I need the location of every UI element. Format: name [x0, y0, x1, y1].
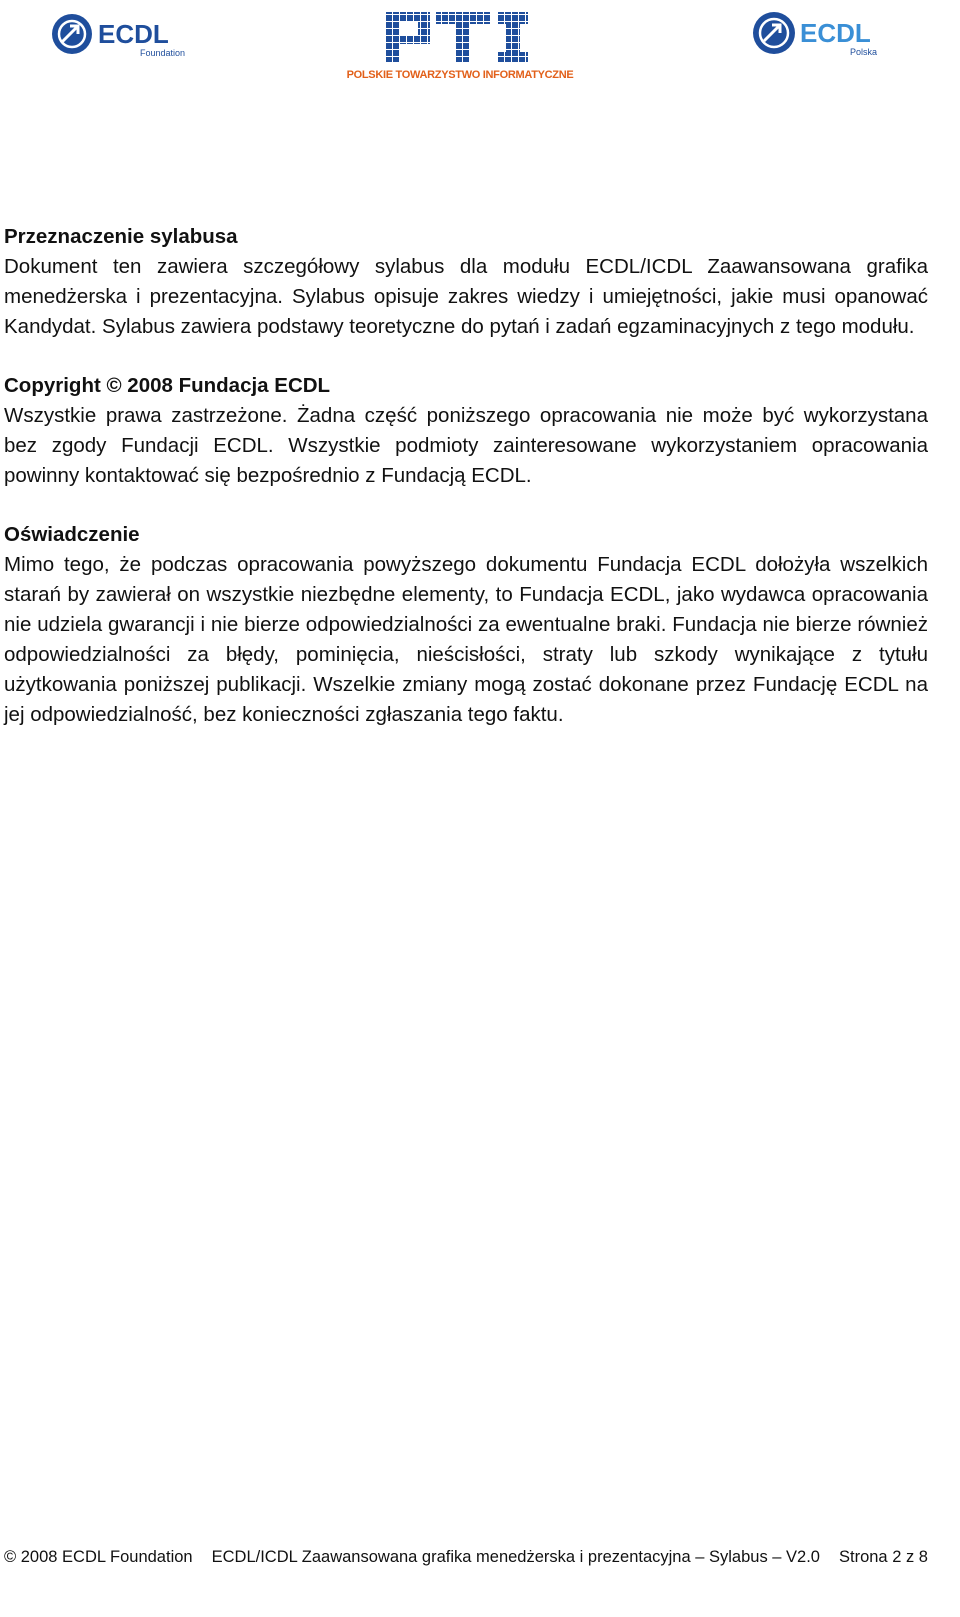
logo-right-main: ECDL	[800, 18, 871, 48]
section-heading: Przeznaczenie sylabusa	[4, 225, 238, 248]
logo-left-sub: Foundation	[140, 48, 186, 58]
logo-left-main: ECDL	[98, 19, 169, 49]
section-heading: Copyright © 2008 Fundacja ECDL	[4, 374, 331, 397]
footer-title: ECDL/ICDL Zaawansowana grafika menedżerska i prezentacyjna – Sylabus – V2.0	[211, 1548, 820, 1566]
footer-page-number: Strona 2 z 8	[839, 1548, 928, 1566]
section-text: Wszystkie prawa zastrzeżone. Żadna część poniższego opracowania nie może być wykorzystana bez zgody Fundacji ECDL. Wszystkie podmioty zainteresowane wykorzystaniem opracowania powinny kontaktować się bezpośrednio z Fundacją ECDL.	[4, 404, 928, 487]
pti-logo	[330, 8, 590, 84]
page-footer	[4, 1545, 928, 1569]
page-header	[0, 0, 960, 90]
section-text: Dokument ten zawiera szczegółowy sylabus dla modułu ECDL/ICDL Zaawansowana grafika menedżerska i prezentacyjna. Sylabus opisuje zakres wiedzy i umiejętności, jakie musi opanować Kandydat. Sylabus zawiera podstawy teoretyczne do pytań i zadań egzaminacyjnych z tego modułu.	[4, 255, 928, 338]
section-disclaimer	[4, 520, 928, 730]
section-text: Mimo tego, że podczas opracowania powyższego dokumentu Fundacja ECDL dołożyła wszelkich starań by zawierał on wszystkie niezbędne elementy, to Fundacja ECDL, jako wydawca opracowania nie udziela gwarancji i nie bierze odpowiedzialności za ewentualne braki. Fundacja nie bierze również odpowiedzialności za błędy, pominięcia, nieścisłości, straty lub szkody wynikające z tytułu użytkowania poniższej publikacji. Wszelkie zmiany mogą zostać dokonane przez Fundację ECDL na jej odpowiedzialność, bez konieczności zgłaszania tego faktu.	[4, 553, 928, 726]
logo-right-sub: Polska	[850, 47, 878, 57]
document-body	[4, 222, 928, 759]
ecdl-polska-logo	[750, 8, 890, 60]
section-copyright	[4, 371, 928, 491]
footer-copyright: © 2008 ECDL Foundation	[4, 1548, 193, 1566]
section-purpose	[4, 222, 928, 342]
ecdl-foundation-logo	[48, 10, 188, 60]
logo-center-sub: POLSKIE TOWARZYSTWO INFORMATYCZNE	[346, 69, 574, 81]
section-heading: Oświadczenie	[4, 523, 140, 546]
